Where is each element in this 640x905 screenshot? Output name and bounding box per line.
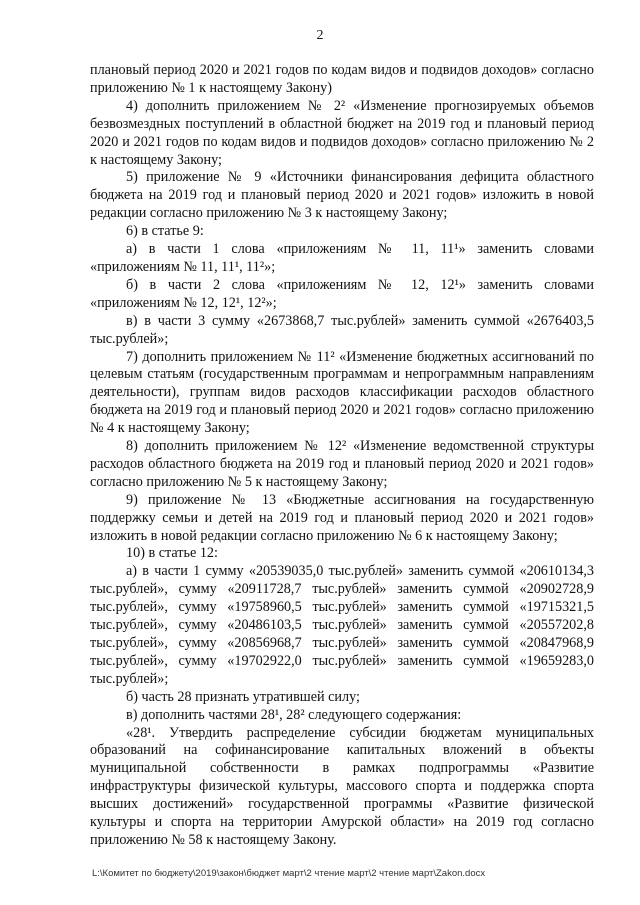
paragraph-continuation: плановый период 2020 и 2021 годов по кодам видов и подвидов доходов» согласно приложению № 1 к настоящему Закону) — [90, 62, 594, 96]
document-body — [90, 62, 594, 850]
paragraph-item-6b: б) в части 2 слова «приложениям № 12, 12¹» заменить словами «приложениям № 12, 12¹, 12²»; — [90, 276, 594, 311]
paragraph-part-28-1: «28¹. Утвердить распределение субсидии бюджетам муниципальных образований на софинансирование капитальных вложений в объекты муниципальной собственности в рамках подпрограммы «Развитие инфраструктуры физической культуры, массового спорта и поддержка спорта высших достижений» государственной программы «Развитие физической культуры и спорта на территории Амурской области» на 2019 год согласно приложению № 58 к настоящему Закону. — [90, 724, 594, 848]
paragraph-item-10v: в) дополнить частями 28¹, 28² следующего содержания: — [126, 706, 462, 723]
paragraph-item-6v: в) в части 3 сумму «2673868,7 тыс.рублей» заменить суммой «2676403,5 тыс.рублей»; — [90, 312, 594, 347]
paragraph-item-10: 10) в статье 12: — [126, 545, 218, 562]
footer-file-path: L:\Комитет по бюджету\2019\закон\бюджет март\2 чтение март\2 чтение март\Zakon.docx — [92, 868, 486, 879]
paragraph-item-10b: б) часть 28 признать утратившей силу; — [126, 688, 360, 705]
paragraph-item-9: 9) приложение № 13 «Бюджетные ассигнования на государственную поддержку семьи и детей на 2019 год и плановый период 2020 и 2021 годов» изложить в новой редакции согласно приложению № 6 к настоящему Закону; — [90, 491, 594, 544]
paragraph-item-5: 5) приложение № 9 «Источники финансирования дефицита областного бюджета на 2019 год и плановый период 2020 и 2021 годов» изложить в новой редакции согласно приложению № 3 к настоящему Закону; — [90, 169, 594, 222]
page-number: 2 — [316, 28, 324, 43]
paragraph-item-6a: а) в части 1 слова «приложениям № 11, 11¹» заменить словами «приложениям № 11, 11¹, 11²»; — [90, 241, 594, 275]
paragraph-item-4: 4) дополнить приложением № 2² «Изменение прогнозируемых объемов безвозмездных поступлений в областной бюджет на 2019 год и плановый период 2020 и 2021 годов по кодам видов и подвидов доходов» согласно приложению № 2 к настоящему Закону; — [90, 97, 594, 168]
paragraph-item-6: 6) в статье 9: — [126, 223, 204, 240]
paragraph-item-10a: а) в части 1 сумму «20539035,0 тыс.рублей» заменить суммой «20610134,3 тыс.рублей», сумму «20911728,7 тыс.рублей» заменить суммой «20902728,9 тыс.рублей», сумму «19758960,5 тыс.рублей» заменить суммой «19715321,5 тыс.рублей», сумму «20486103,5 тыс.рублей» заменить суммой «20557202,8 тыс.рублей», сумму «20856968,7 тыс.рублей» заменить суммой «20847968,9 тыс.рублей», сумму «19702922,0 тыс.рублей» заменить суммой «19659283,0 тыс.рублей»; — [90, 563, 594, 687]
paragraph-item-8: 8) дополнить приложением № 12² «Изменение ведомственной структуры расходов областного бюджета на 2019 год и плановый период 2020 и 2021 годов» согласно приложению № 5 к настоящему Закону; — [90, 438, 594, 490]
paragraph-item-7: 7) дополнить приложением № 11² «Изменение бюджетных ассигнований по целевым статьям (государственным программам и непрограммным направлениям деятельности), группам видов расходов классификации расходов областного бюджета на 2019 год и плановый период 2020 и 2021 годов» согласно приложению № 4 к настоящему Закону; — [90, 348, 594, 437]
